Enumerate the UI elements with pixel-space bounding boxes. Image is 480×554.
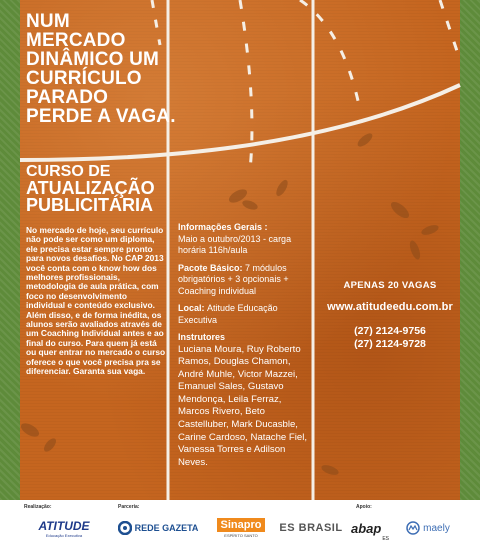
abap-logo-sub: ES bbox=[382, 536, 390, 542]
package-value: 7 módulos obrigatórios + 3 opcionais + Coaching individual bbox=[178, 262, 289, 296]
course-title-line1: CURSO DE bbox=[26, 163, 111, 180]
phone-numbers bbox=[320, 325, 460, 351]
headline-line: DINÂMICO UM bbox=[26, 49, 160, 70]
phone-1: (27) 2124-9756 bbox=[354, 325, 426, 337]
location-info bbox=[178, 303, 308, 326]
sinapro-logo bbox=[212, 514, 270, 542]
location-value: Atitude Educação Executiva bbox=[178, 303, 278, 325]
headline-line: MERCADO bbox=[26, 30, 126, 51]
instructors-label: Instrutores bbox=[178, 332, 226, 342]
general-info-value: Maio a outubro/2013 - carga horária 116h/aula bbox=[178, 233, 292, 255]
course-info bbox=[178, 222, 308, 475]
package-info bbox=[178, 263, 308, 298]
contact-block bbox=[320, 280, 460, 351]
headline-line: CURRÍCULO bbox=[26, 68, 142, 89]
es-brasil-logo bbox=[278, 514, 344, 542]
sinapro-logo-sub: ESPÍRITO SANTO bbox=[224, 533, 258, 538]
website-link[interactable]: www.atitudeedu.com.br bbox=[327, 301, 453, 313]
vacancies-text: APENAS 20 VAGAS bbox=[343, 280, 437, 291]
headline-line: PARADO bbox=[26, 87, 109, 108]
instructors-info bbox=[178, 332, 308, 469]
rede-gazeta-logo bbox=[116, 514, 200, 542]
es-brasil-logo-text: ES BRASIL bbox=[279, 522, 343, 534]
maely-emblem-icon bbox=[406, 521, 420, 535]
apoio-label: Apoio: bbox=[356, 504, 372, 510]
headline-line: PERDE A VAGA. bbox=[26, 106, 176, 127]
realizacao-label: Realização: bbox=[24, 504, 52, 510]
gazeta-logo-text: REDE GAZETA bbox=[134, 523, 199, 533]
course-description: No mercado de hoje, seu currículo não pode ser como um diploma, ele precisa estar sempre pronto para novos desafios. No CAP 2013 você conta com o know how dos melhores profissionais, metodologia de aula prática, com foco no desenvolvimento individual e conteúdo exclusivo. Além disso, e de forma inédita, os alunos serão avaliados através de um Coaching Individual antes e ao final do curso. Para quem já está ou quer entrar no mercado o curso oferece o que você precisa pra se diferenciar. Garanta sua vaga. bbox=[26, 225, 166, 377]
general-info-label: Informações Gerais : bbox=[178, 222, 268, 232]
general-info bbox=[178, 222, 308, 257]
abap-logo bbox=[352, 514, 388, 542]
abap-logo-text: abap bbox=[351, 520, 382, 536]
sponsor-footer bbox=[0, 500, 480, 554]
maely-logo-text: maely bbox=[423, 522, 450, 534]
location-label: Local: bbox=[178, 303, 205, 313]
instructors-list: Luciana Moura, Ruy Roberto Ramos, Douglas Chamon, André Muhle, Victor Mazzei, Emanuel Sales, Gustavo Mendonça, Leila Ferraz, Marcos Rivero, Beto Castelluber, Mark Ducasble, Carine Cardoso, Natache Fiel, Vanessa Torres e Adilson Neves. bbox=[178, 343, 308, 468]
parceria-label: Parceria: bbox=[118, 504, 140, 510]
headline-line: NUM bbox=[26, 11, 70, 32]
course-title-line3: PUBLICITÁRIA bbox=[26, 195, 153, 215]
course-title-line2: ATUALIZAÇÃO bbox=[26, 178, 155, 198]
atitude-logo-sub: Educação Executiva bbox=[45, 532, 83, 538]
atitude-logo bbox=[28, 514, 100, 542]
maely-logo bbox=[396, 514, 460, 542]
atitude-logo-text: ATITUDE bbox=[38, 518, 90, 533]
course-title bbox=[26, 164, 176, 214]
phone-2: (27) 2124-9728 bbox=[354, 338, 426, 350]
headline bbox=[26, 12, 186, 126]
package-label: Pacote Básico: bbox=[178, 262, 243, 273]
sinapro-logo-text: Sinapro bbox=[217, 518, 266, 532]
gazeta-emblem-icon bbox=[118, 521, 132, 535]
